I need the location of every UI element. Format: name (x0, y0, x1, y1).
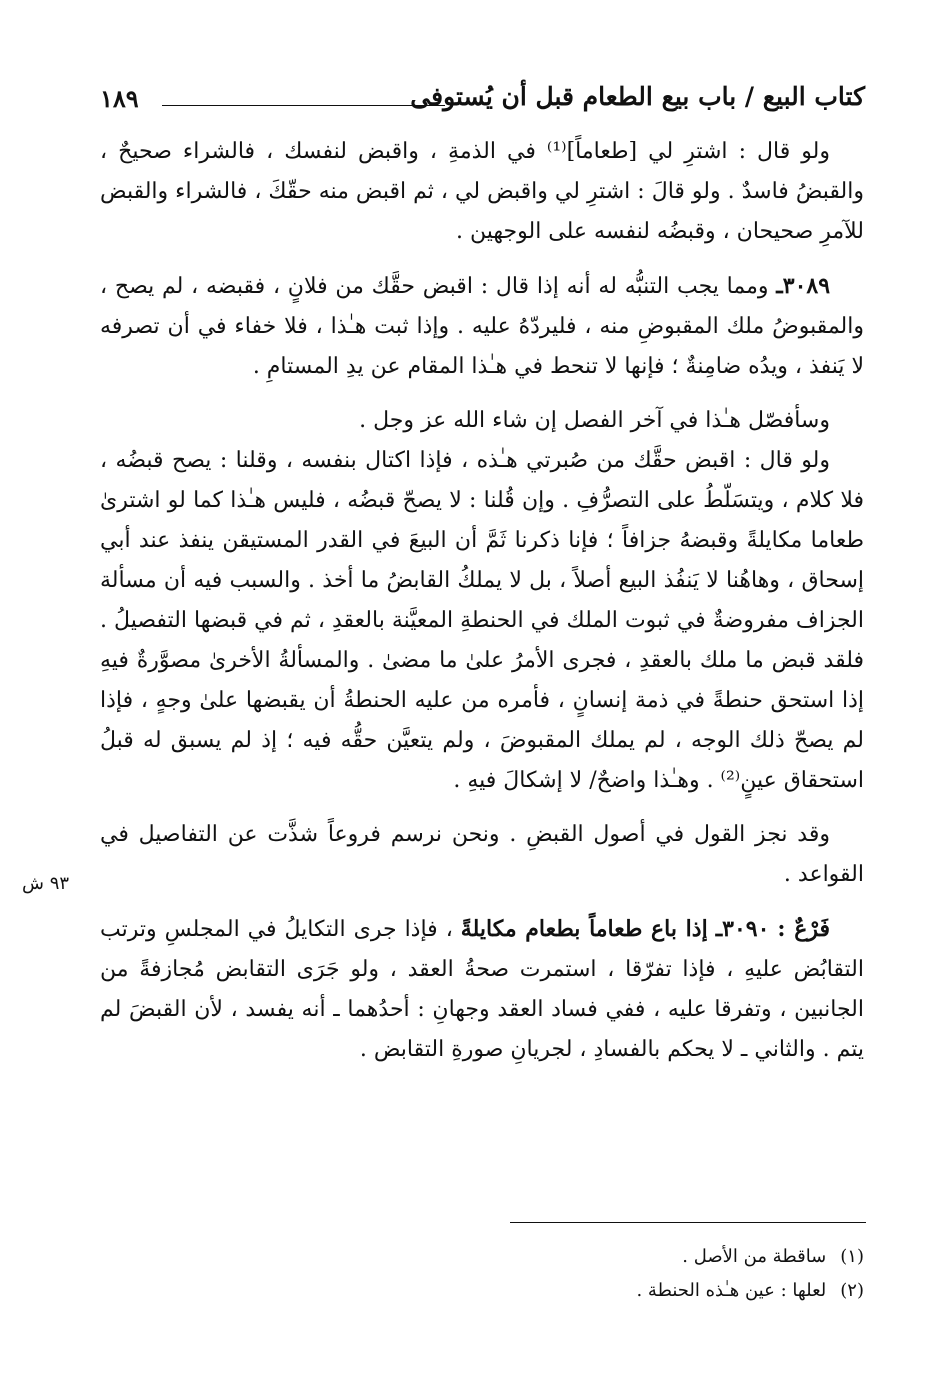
paragraph-4: ولو قال : اقبض حقَّك من صُبرتي هـٰذه ، فإذا اكتال بنفسه ، وقلنا : يصح قبضُه ، فلا كلام ، ويتسَلّطُ على التصرُّفِ . وإن قُلنا : لا يصحّ قبضُه ، فليس هـٰذا كما لو اشترىٰ طعاما مكايلةً وقبضهُ جزافاً ؛ فإنا ذكرنا ثَمَّ أن البيعَ في القدر المستيقن ينفذ عند أبي إسحاق ، وهاهُنا لا يَنفُذ البيع أصلاً ، بل لا يملكُ القابضُ ما أخذ . والسبب فيه أن مسألة الجزاف مفروضةٌ في ثبوت الملك في الحنطةِ المعيَّنة بالعقدِ ، ثم في قبضها التفصيلُ . فلقد قبض ما ملك بالعقدِ ، فجرى الأمرُ علىٰ ما مضىٰ . والمسألةُ الأخرىٰ مصوَّرةٌ فيهِ إذا استحق حنطةً في ذمة إنسانٍ ، فأمره من عليه الحنطةُ أن يقبضها علىٰ وجهٍ ، فإذا لم يصحّ ذلك الوجه ، لم يملك المقبوضَ ، ولم يتعيَّن حقُّه فيه ؛ إذ لم يسبق له قبلُ استحقاق عينٍ⁽²⁾ . وهـٰذا واضحٌ/ لا إشكالَ فيهِ . (100, 448, 864, 793)
issue-number: ٣٠٩٠ـ (715, 916, 770, 942)
footnote-1 (622, 1240, 864, 1274)
footnotes (622, 1240, 864, 1308)
branch-label: فَرْعٌ : (777, 916, 830, 942)
footnote-text: لعلها : عين هـٰذه الحنطة . (636, 1280, 827, 1301)
issue-number: ٣٠٨٩ـ (776, 273, 831, 299)
paragraph-3090 (100, 909, 864, 1070)
paragraph-3: وسأفصّل هـٰذا في آخر الفصل إن شاء الله عز وجل . (359, 408, 830, 433)
footnote-rule (510, 1222, 866, 1223)
footnote-marker: (٢) (840, 1280, 864, 1301)
main-text (100, 132, 864, 1084)
footnote-text: ساقطة من الأصل . (682, 1246, 827, 1267)
footnote-2 (622, 1274, 864, 1308)
page-number: ١٨٩ (100, 84, 139, 113)
header-rule (162, 105, 445, 106)
footnote-marker: (١) (840, 1246, 864, 1267)
running-header (100, 82, 865, 122)
paragraph-3089 (100, 266, 864, 387)
margin-note: ٩٣ ش (22, 873, 70, 894)
paragraph-text: ، فإذا جرى التكايلُ في المجلسِ وترتب التقابُض عليهِ ، فإذا تفرّقا ، استمرت صحةُ العقد ، ولو جَرَى التقابض مُجازفةً من الجانبين ، وتفرقا عليه ، ففي فساد العقد وجهانِ : أحدُهما ـ أنه يفسد ، لأن القبضَ لم يتم . والثاني ـ لا يحكم بالفسادِ ، لجريانِ صورةِ التقابض . (100, 917, 864, 1062)
header-title: كتاب البيع / باب بيع الطعام قبل أن يُستوفى (410, 82, 865, 111)
paragraph-5: وقد نجز القول في أصول القبضِ . ونحن نرسم فروعاً شذَّت عن التفاصيل في القواعد . (100, 822, 864, 887)
paragraph-text: ومما يجب التنبُّه له أنه إذا قال : اقبض حقَّك من فلانٍ ، فقبضه ، لم يصح ، والمقبوضُ ملك المقبوضِ منه ، فليردّهُ عليه . وإذا ثبت هـٰذا ، فلا خفاء في أن تصرفه لا يَنفذ ، ويدُه ضامِنةٌ ؛ فإنها لا تنحط في هـٰذا المقام عن يدِ المستامِ . (100, 274, 864, 379)
paragraph-lead: إذا باع طعاماً بطعام مكايلةً (460, 916, 708, 942)
paragraph-1: ولو قال : اشترِ لي [طعاماً]⁽¹⁾ في الذمةِ ، واقبض لنفسك ، فالشراء صحيحٌ ، والقبضُ فاسدٌ . ولو قالَ : اشترِ لي واقبض لي ، ثم اقبض منه حقّكَ ، فالشراء والقبض للآمرِ صحيحان ، وقبضُه لنفسه على الوجهين . (100, 139, 864, 244)
